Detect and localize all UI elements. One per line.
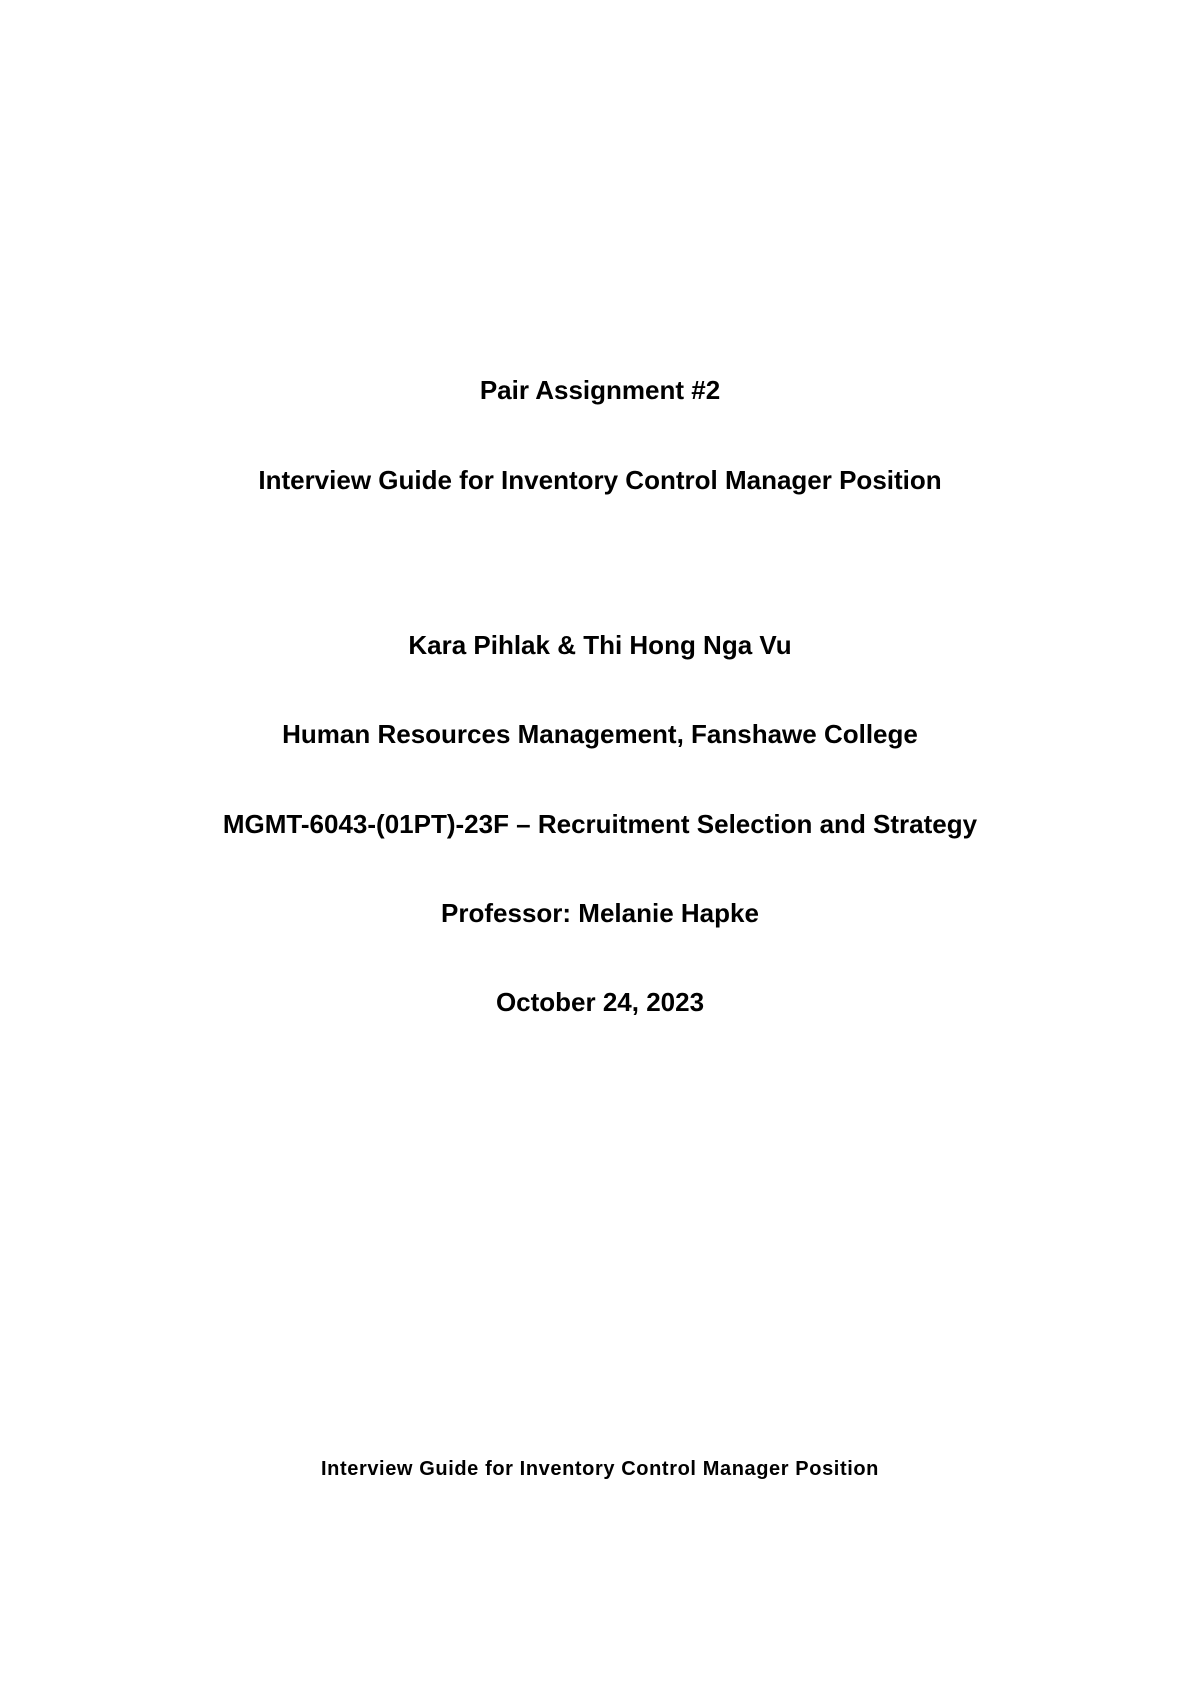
submission-date: October 24, 2023 — [495, 987, 705, 1017]
program-institution: Human Resources Management, Fanshawe College — [282, 719, 918, 749]
course-code: MGMT-6043-(01PT)-23F – Recruitment Selection and Strategy — [222, 809, 978, 839]
authors: Kara Pihlak & Thi Hong Nga Vu — [408, 630, 792, 660]
running-title: Interview Guide for Inventory Control Manager Position — [320, 1458, 879, 1480]
document-title: Interview Guide for Inventory Control Manager Position — [258, 465, 942, 495]
assignment-label: Pair Assignment #2 — [479, 375, 721, 405]
professor: Professor: Melanie Hapke — [441, 898, 759, 928]
